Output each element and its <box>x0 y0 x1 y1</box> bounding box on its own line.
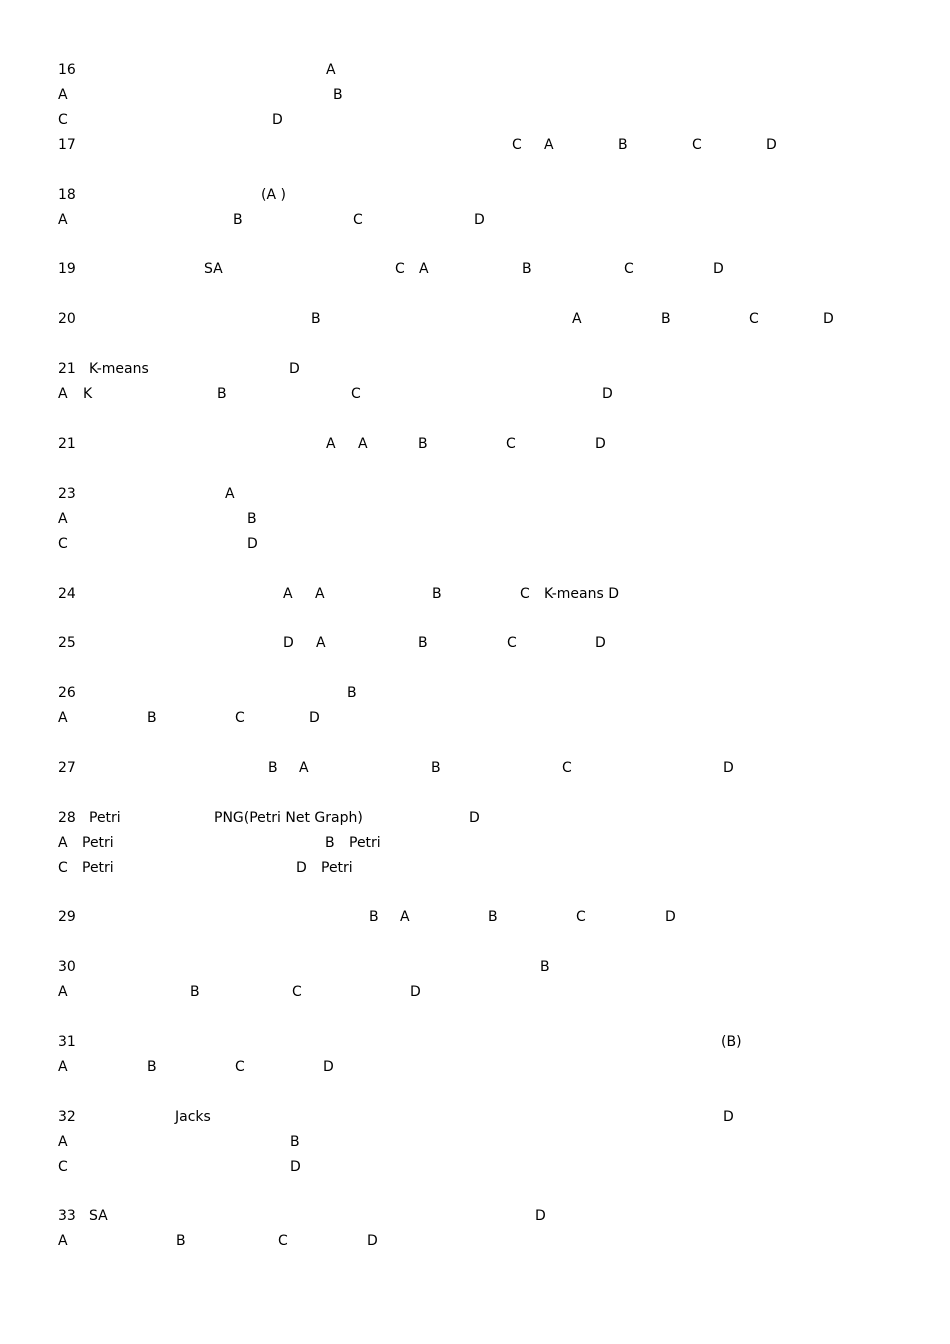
line-number: 25 <box>58 635 76 651</box>
line-number: 26 <box>58 685 76 701</box>
line-number: A <box>58 984 68 1000</box>
line-number: 32 <box>58 1109 76 1125</box>
line-number: 24 <box>58 586 76 602</box>
text-token: B <box>290 1134 300 1150</box>
text-token: A <box>544 137 554 153</box>
line-number: 21 <box>58 436 76 452</box>
text-token: A <box>358 436 368 452</box>
text-token: PNG(Petri Net Graph) <box>214 810 363 826</box>
text-token: C <box>624 261 634 277</box>
text-token: B <box>418 436 428 452</box>
line-number: A <box>58 212 68 228</box>
text-token: A <box>400 909 410 925</box>
text-token: A <box>283 586 293 602</box>
line-number: 16 <box>58 62 76 78</box>
text-token: D <box>247 536 258 552</box>
text-token: D <box>602 386 613 402</box>
text-token: SA <box>89 1208 108 1224</box>
line-number: C <box>58 536 68 552</box>
text-token: D <box>469 810 480 826</box>
line-number: A <box>58 87 68 103</box>
text-token: A <box>315 586 325 602</box>
line-number: 33 <box>58 1208 76 1224</box>
text-token: C <box>576 909 586 925</box>
text-token: Petri <box>349 835 381 851</box>
text-token: C <box>692 137 702 153</box>
line-number: 18 <box>58 187 76 203</box>
text-token: D <box>290 1159 301 1175</box>
line-number: 17 <box>58 137 76 153</box>
text-token: D <box>823 311 834 327</box>
text-token: C <box>507 635 517 651</box>
line-number: 28 <box>58 810 76 826</box>
text-token: Jacks <box>175 1109 211 1125</box>
text-token: C <box>351 386 361 402</box>
text-token: Petri <box>321 860 353 876</box>
text-token: A <box>419 261 429 277</box>
text-token: B <box>369 909 379 925</box>
text-token: C <box>278 1233 288 1249</box>
line-number: A <box>58 835 68 851</box>
text-token: C <box>292 984 302 1000</box>
text-token: B <box>147 710 157 726</box>
text-token: D <box>367 1233 378 1249</box>
text-token: D <box>535 1208 546 1224</box>
line-number: 31 <box>58 1034 76 1050</box>
text-token: K-means D <box>544 586 619 602</box>
line-number: A <box>58 1233 68 1249</box>
text-token: B <box>247 511 257 527</box>
text-token: Petri <box>82 835 114 851</box>
line-number: A <box>58 1134 68 1150</box>
text-token: C <box>562 760 572 776</box>
text-token: B <box>661 311 671 327</box>
text-token: D <box>272 112 283 128</box>
text-token: A <box>326 436 336 452</box>
text-token: B <box>540 959 550 975</box>
text-token: B <box>190 984 200 1000</box>
text-token: B <box>431 760 441 776</box>
text-token: D <box>713 261 724 277</box>
line-number: A <box>58 1059 68 1075</box>
text-token: D <box>283 635 294 651</box>
text-token: B <box>217 386 227 402</box>
text-token: C <box>506 436 516 452</box>
line-number: A <box>58 511 68 527</box>
line-number: 27 <box>58 760 76 776</box>
text-token: D <box>766 137 777 153</box>
text-token: K-means <box>89 361 149 377</box>
text-token: B <box>268 760 278 776</box>
text-token: A <box>225 486 235 502</box>
text-token: B <box>147 1059 157 1075</box>
line-number: A <box>58 710 68 726</box>
text-token: A <box>299 760 309 776</box>
text-token: B <box>311 311 321 327</box>
line-number: 29 <box>58 909 76 925</box>
text-token: B <box>418 635 428 651</box>
text-token: Petri <box>82 860 114 876</box>
text-token: D <box>723 760 734 776</box>
text-token: A <box>316 635 326 651</box>
text-token: B <box>176 1233 186 1249</box>
text-token: Petri <box>89 810 121 826</box>
line-number: A <box>58 386 68 402</box>
text-token: B <box>488 909 498 925</box>
line-number: 30 <box>58 959 76 975</box>
line-number: 23 <box>58 486 76 502</box>
line-number: 20 <box>58 311 76 327</box>
text-token: C <box>353 212 363 228</box>
text-token: D <box>474 212 485 228</box>
text-token: SA <box>204 261 223 277</box>
text-token: C <box>749 311 759 327</box>
text-token: A <box>326 62 336 78</box>
text-token: D <box>723 1109 734 1125</box>
line-number: C <box>58 860 68 876</box>
text-token: D <box>296 860 307 876</box>
text-token: D <box>595 436 606 452</box>
text-token: B <box>432 586 442 602</box>
text-token: C <box>395 261 405 277</box>
line-number: C <box>58 112 68 128</box>
text-token: D <box>323 1059 334 1075</box>
text-token: D <box>595 635 606 651</box>
text-token: C <box>520 586 530 602</box>
text-token: A <box>572 311 582 327</box>
text-token: B <box>347 685 357 701</box>
text-token: D <box>289 361 300 377</box>
text-token: (B) <box>721 1034 742 1050</box>
text-token: D <box>665 909 676 925</box>
line-number: 19 <box>58 261 76 277</box>
text-token: B <box>522 261 532 277</box>
text-token: (A ) <box>261 187 286 203</box>
text-token: B <box>618 137 628 153</box>
text-token: K <box>83 386 93 402</box>
text-token: D <box>410 984 421 1000</box>
line-number: C <box>58 1159 68 1175</box>
text-token: C <box>512 137 522 153</box>
text-token: B <box>325 835 335 851</box>
text-token: B <box>333 87 343 103</box>
line-number: 21 <box>58 361 76 377</box>
text-token: B <box>233 212 243 228</box>
text-token: D <box>309 710 320 726</box>
text-token: C <box>235 1059 245 1075</box>
text-token: C <box>235 710 245 726</box>
